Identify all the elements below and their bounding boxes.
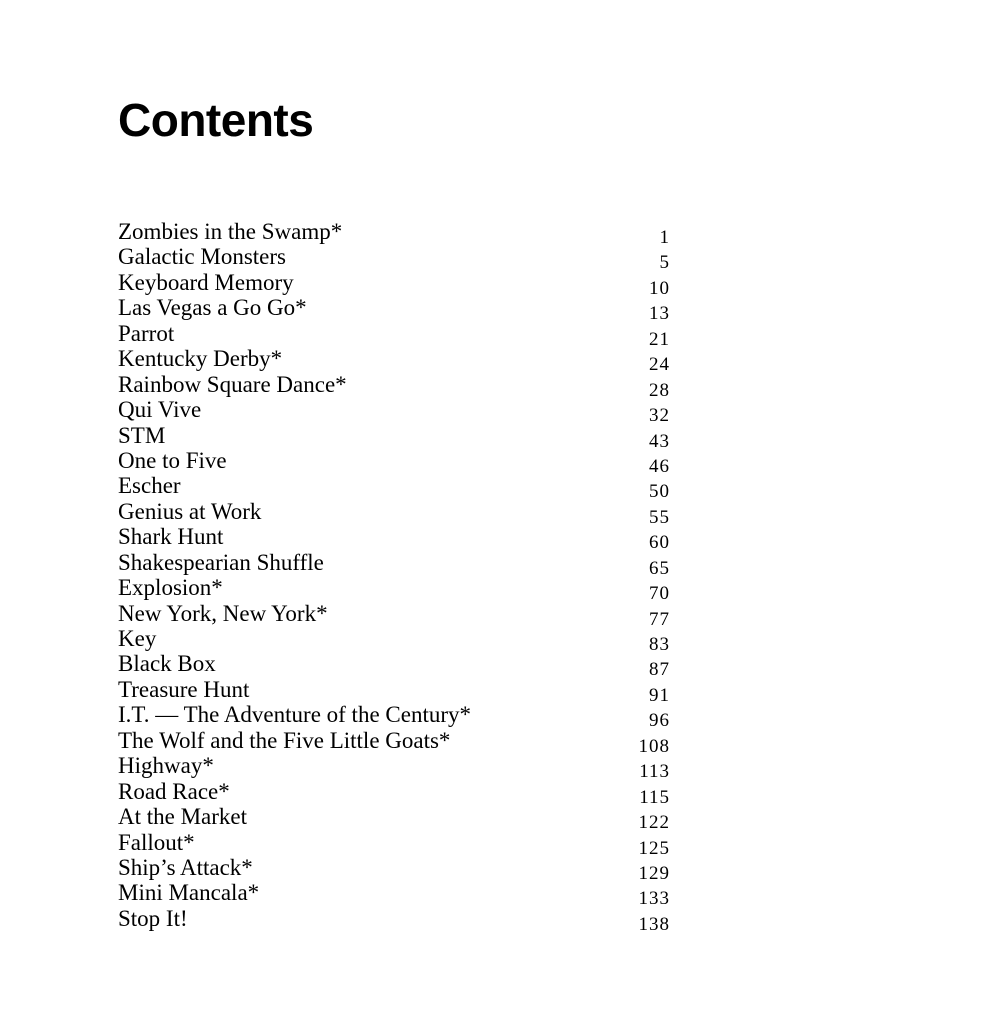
- toc-entry-page-number: 87: [649, 659, 670, 681]
- toc-entry-page-number: 70: [649, 583, 670, 605]
- toc-entry-page-number: 60: [649, 532, 670, 554]
- toc-entry: [118, 524, 670, 554]
- toc-entry-page-number: 10: [649, 277, 670, 299]
- toc-entry-page-number: 55: [649, 506, 670, 528]
- table-of-contents: [118, 219, 670, 935]
- toc-entry: [118, 295, 670, 325]
- toc-entry-title: Ship’s Attack*: [118, 854, 253, 880]
- toc-entry-page-number: 96: [649, 710, 670, 732]
- toc-entry-page-number: 5: [659, 252, 670, 274]
- toc-entry-page-number: 113: [639, 761, 670, 783]
- toc-entry-page-number: 32: [649, 405, 670, 427]
- toc-entry-page-number: 21: [649, 328, 670, 350]
- toc-entry: [118, 320, 670, 350]
- toc-entry-page-number: 91: [649, 684, 670, 706]
- toc-entry-page-number: 24: [649, 354, 670, 376]
- toc-entry-page-number: 138: [638, 913, 670, 935]
- toc-entry-title: Shark Hunt: [118, 524, 224, 550]
- toc-entry-title: Keyboard Memory: [118, 269, 294, 295]
- toc-entry: [118, 905, 670, 935]
- toc-entry-page-number: 28: [649, 379, 670, 401]
- toc-entry-title: Qui Vive: [118, 397, 202, 423]
- toc-entry: [118, 422, 670, 452]
- toc-entry: [118, 626, 670, 655]
- toc-entry-title: Treasure Hunt: [118, 676, 250, 702]
- toc-entry: [118, 371, 670, 401]
- toc-entry: [118, 346, 670, 376]
- toc-entry-title: Las Vegas a Go Go*: [118, 295, 307, 321]
- toc-entry-title: Galactic Monsters: [118, 244, 286, 270]
- toc-entry-title: The Wolf and the Five Little Goats*: [118, 727, 451, 753]
- toc-entry-title: I.T. — The Adventure of the Century*: [118, 702, 472, 728]
- toc-entry: [118, 219, 670, 248]
- toc-entry-title: Fallout*: [118, 829, 195, 855]
- toc-entry: [118, 727, 670, 757]
- toc-entry-title: Rainbow Square Dance*: [118, 371, 347, 397]
- toc-entry-title: Stop It!: [118, 905, 188, 931]
- toc-entry-page-number: 50: [649, 481, 670, 503]
- toc-entry-page-number: 133: [638, 888, 670, 910]
- toc-entry-title: Road Race*: [118, 778, 230, 804]
- toc-entry-title: Zombies in the Swamp*: [118, 219, 343, 244]
- toc-entry-title: Kentucky Derby*: [118, 346, 283, 372]
- toc-entry: [118, 676, 670, 706]
- toc-entry-title: Mini Mancala*: [118, 880, 260, 906]
- page-title: Contents: [118, 94, 314, 146]
- toc-entry-page-number: 129: [638, 862, 670, 884]
- toc-entry-page-number: 65: [649, 557, 670, 579]
- toc-entry-page-number: 122: [638, 812, 670, 834]
- toc-entry-title: Escher: [118, 473, 181, 499]
- toc-entry: [118, 829, 670, 859]
- toc-entry: [118, 473, 670, 503]
- toc-entry: [118, 498, 670, 528]
- toc-entry-title: At the Market: [118, 804, 248, 830]
- toc-entry-title: New York, New York*: [118, 600, 328, 626]
- toc-entry-page-number: 1: [659, 227, 670, 248]
- toc-entry-title: Key: [118, 626, 157, 651]
- toc-entry-page-number: 46: [649, 455, 670, 477]
- toc-entry: [118, 575, 670, 605]
- toc-entry-page-number: 83: [649, 634, 670, 655]
- toc-entry-page-number: 13: [649, 303, 670, 325]
- toc-entry-title: STM: [118, 422, 166, 448]
- toc-entry: [118, 804, 670, 834]
- toc-entry: [118, 397, 670, 427]
- toc-entry: [118, 778, 670, 808]
- toc-entry-title: Explosion*: [118, 575, 223, 601]
- toc-entry-page-number: 43: [649, 430, 670, 452]
- toc-entry: [118, 854, 670, 884]
- toc-entry-title: Black Box: [118, 651, 216, 677]
- toc-entry: [118, 244, 670, 274]
- toc-entry-title: Shakespearian Shuffle: [118, 549, 324, 575]
- toc-entry: [118, 600, 670, 630]
- toc-entry-page-number: 115: [639, 786, 670, 808]
- toc-entry: [118, 880, 670, 910]
- toc-entry-page-number: 125: [638, 837, 670, 859]
- toc-entry-title: One to Five: [118, 447, 227, 473]
- toc-entry: [118, 702, 670, 732]
- toc-entry: [118, 753, 670, 783]
- toc-entry: [118, 447, 670, 477]
- toc-entry: [118, 549, 670, 579]
- toc-entry: [118, 269, 670, 299]
- toc-entry-page-number: 77: [649, 608, 670, 630]
- toc-entry: [118, 651, 670, 681]
- toc-entry-page-number: 108: [638, 735, 670, 757]
- toc-entry-title: Genius at Work: [118, 498, 262, 524]
- toc-entry-title: Highway*: [118, 753, 214, 779]
- toc-entry-title: Parrot: [118, 320, 175, 346]
